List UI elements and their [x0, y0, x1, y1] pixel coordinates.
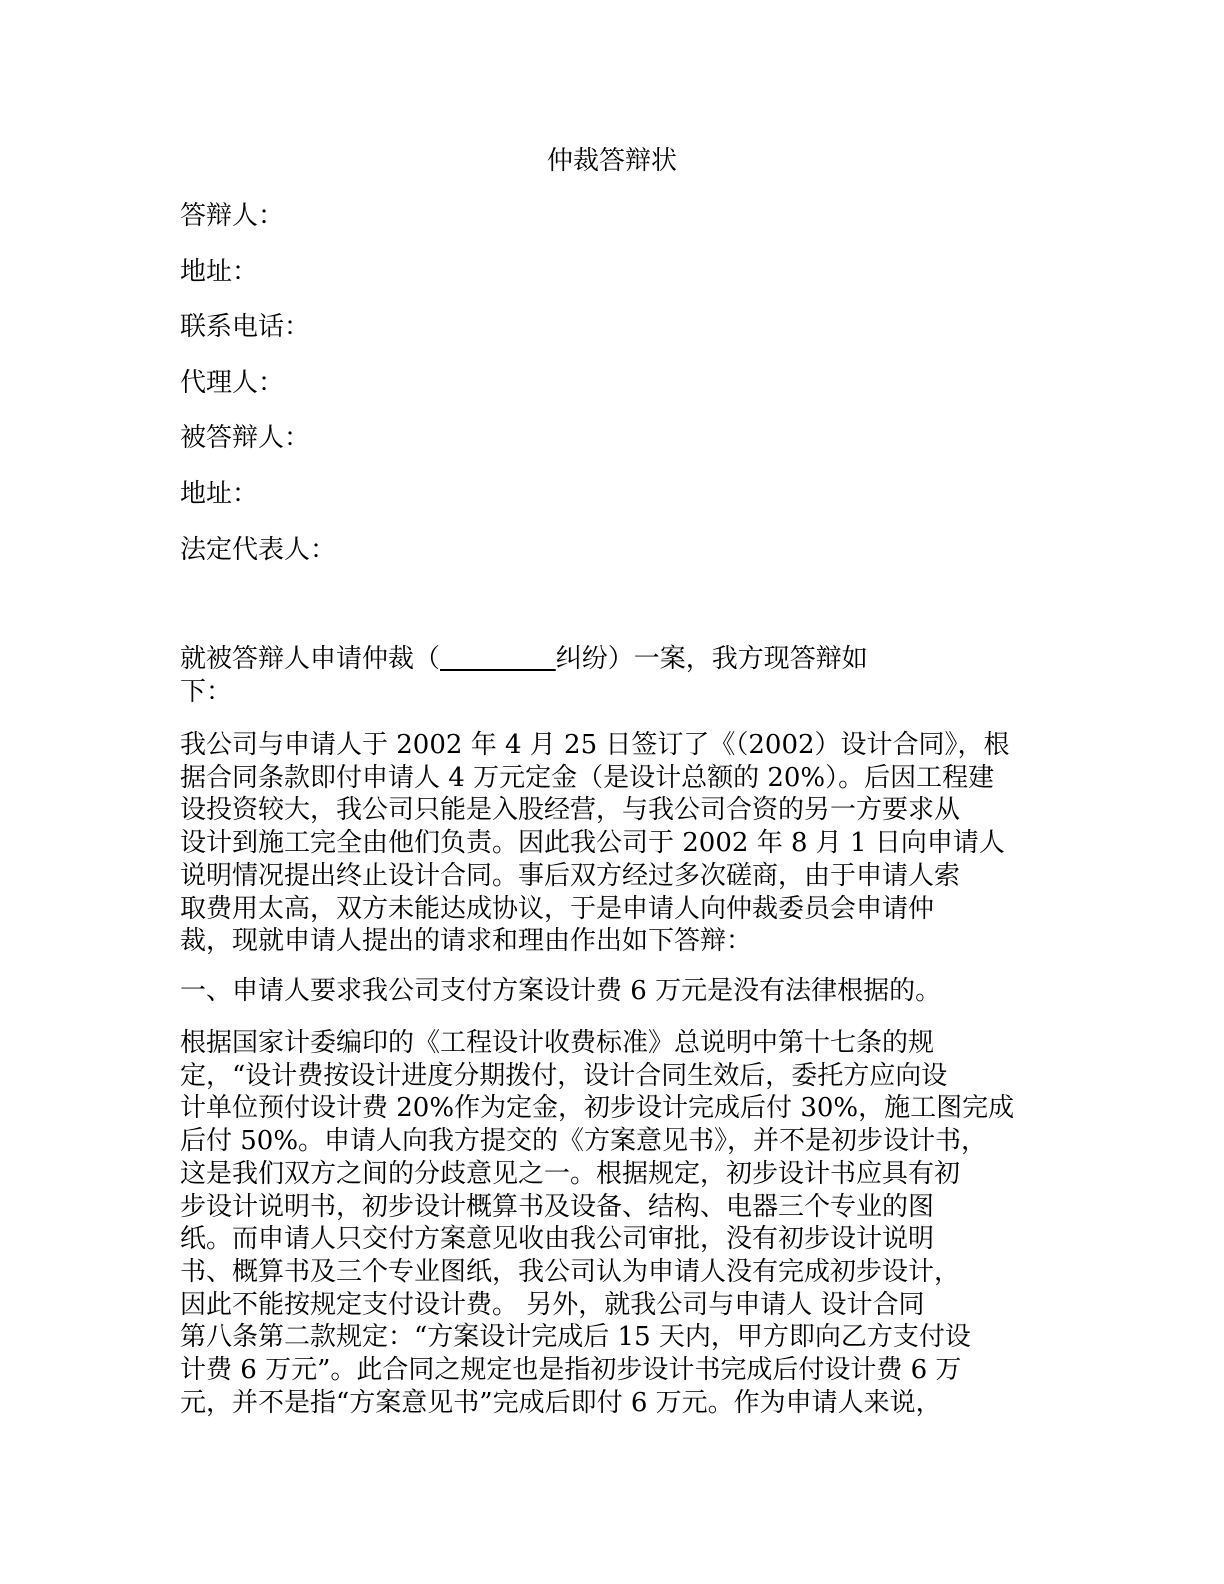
- respondent-field: 答辩人：: [180, 201, 285, 231]
- paragraph-line: 计费 6 万元”。此合同之规定也是指初步设计书完成后付设计费 6 万: [180, 1355, 962, 1386]
- intro-suffix: 纠纷）一案，我方现答辩如: [555, 644, 868, 674]
- paragraph-line: 定，“设计费按设计进度分期拨付，设计合同生效后，委托方应向设: [180, 1060, 948, 1091]
- paragraph-line: 因此不能按规定支付设计费。 另外，就我公司与申请人 设计合同: [180, 1289, 925, 1320]
- paragraph-line: 设计到施工完全由他们负责。因此我公司于 2002 年 8 月 1 日向申请人: [180, 828, 1005, 859]
- paragraph-line: 计单位预付设计费 20%作为定金，初步设计完成后付 30%，施工图完成: [180, 1093, 1015, 1124]
- paragraph-line: 裁，现就申请人提出的请求和理由作出如下答辩：: [180, 926, 753, 957]
- dispute-blank: [440, 644, 556, 674]
- agent-field: 代理人：: [180, 368, 285, 398]
- paragraph-line: 这是我们双方之间的分歧意见之一。根据规定，初步设计书应具有初: [180, 1158, 961, 1189]
- argument-paragraph: [180, 1027, 1040, 1419]
- phone-field: 联系电话：: [180, 312, 311, 342]
- paragraph-line: 根据国家计委编印的《工程设计收费标准》总说明中第十七条的规: [180, 1028, 935, 1058]
- paragraph-line: 后付 50%。申请人向我方提交的《方案意见书》，并不是初步设计书，: [180, 1126, 988, 1157]
- paragraph-line: 书、概算书及三个专业图纸，我公司认为申请人没有完成初步设计，: [180, 1256, 961, 1287]
- claimant-address-field: 地址：: [180, 479, 259, 509]
- paragraph-line: 取费用太高，双方未能达成协议，于是申请人向仲裁委员会申请仲: [180, 893, 935, 924]
- claimant-field: 被答辩人：: [180, 423, 311, 453]
- paragraph-line: 据合同条款即付申请人 4 万元定金（是设计总额的 20%）。后因工程建: [180, 762, 995, 793]
- document-title: 仲裁答辩状: [546, 146, 677, 176]
- paragraph-line: 第八条第二款规定：“方案设计完成后 15 天内，甲方即向乙方支付设: [180, 1322, 971, 1353]
- paragraph-line: 步设计说明书，初步设计概算书及设备、结构、电器三个专业的图: [180, 1191, 935, 1222]
- legal-representative-field: 法定代表人：: [180, 535, 337, 565]
- background-paragraph: [180, 729, 1040, 958]
- paragraph-line: 说明情况提出终止设计合同。事后双方经过多次磋商，由于申请人索: [180, 860, 961, 891]
- paragraph-line: 设投资较大，我公司只能是入股经营，与我公司合资的另一方要求从: [180, 795, 961, 826]
- intro-prefix: 就被答辩人申请仲裁（: [180, 644, 441, 674]
- section-heading-1: [180, 975, 1040, 1008]
- intro-line-2: 下：: [180, 676, 233, 707]
- respondent-address-field: 地址：: [180, 257, 259, 287]
- paragraph-line: 元，并不是指“方案意见书”完成后即付 6 万元。作为申请人来说，: [180, 1387, 942, 1418]
- heading-line: 一、申请人要求我公司支付方案设计费 6 万元是没有法律根据的。: [180, 976, 942, 1006]
- paragraph-line: 我公司与申请人于 2002 年 4 月 25 日签订了《（2002）设计合同》，根: [180, 730, 1010, 760]
- paragraph-line: 纸。而申请人只交付方案意见收由我公司审批，没有初步设计说明: [180, 1224, 935, 1255]
- intro-paragraph: [180, 643, 1040, 708]
- intro-line-1: [180, 643, 1040, 676]
